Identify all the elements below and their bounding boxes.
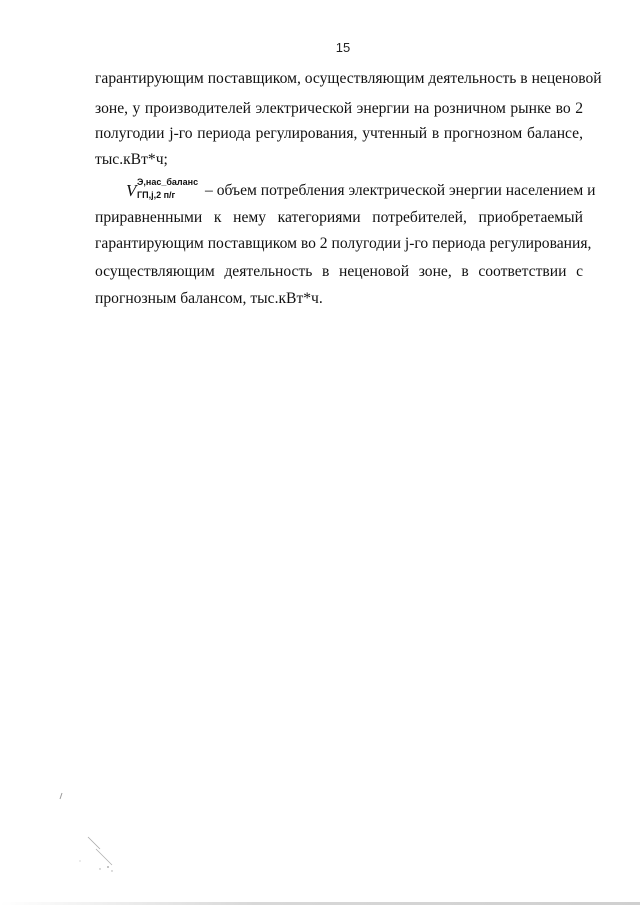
text-line-9: прогнозным балансом, тыс.кВт*ч. (95, 290, 323, 307)
scan-artifact-marks (50, 785, 130, 875)
formula-description: – объем потребления электрической энергии населением и (205, 182, 596, 199)
text-line-3: полугодии j-го периода регулирования, учтенный в прогнозном балансе, (95, 125, 583, 142)
page-number: 15 (335, 40, 351, 55)
text-line-1: гарантирующим поставщиком, осуществляющим деятельность в неценовой (95, 70, 602, 87)
formula-definition-line (126, 177, 596, 203)
text-line-2: зоне, у производителей электрической энергии на розничном рынке во 2 (95, 100, 583, 117)
text-line-4: тыс.кВт*ч; (95, 151, 168, 168)
text-line-6: приравненными к нему категориями потребителей, приобретаемый (95, 209, 583, 226)
text-line-8: осуществляющим деятельность в неценовой зоне, в соответствии с (95, 263, 583, 280)
formula-variable: V (126, 181, 137, 200)
text-line-7: гарантирующим поставщиком во 2 полугодии j-го периода регулирования, (95, 235, 592, 252)
formula-subscript: ГП,j,2 п/г (137, 190, 176, 200)
formula-superscript: Э,нас_баланс (137, 177, 199, 187)
formula-symbol (126, 177, 204, 203)
